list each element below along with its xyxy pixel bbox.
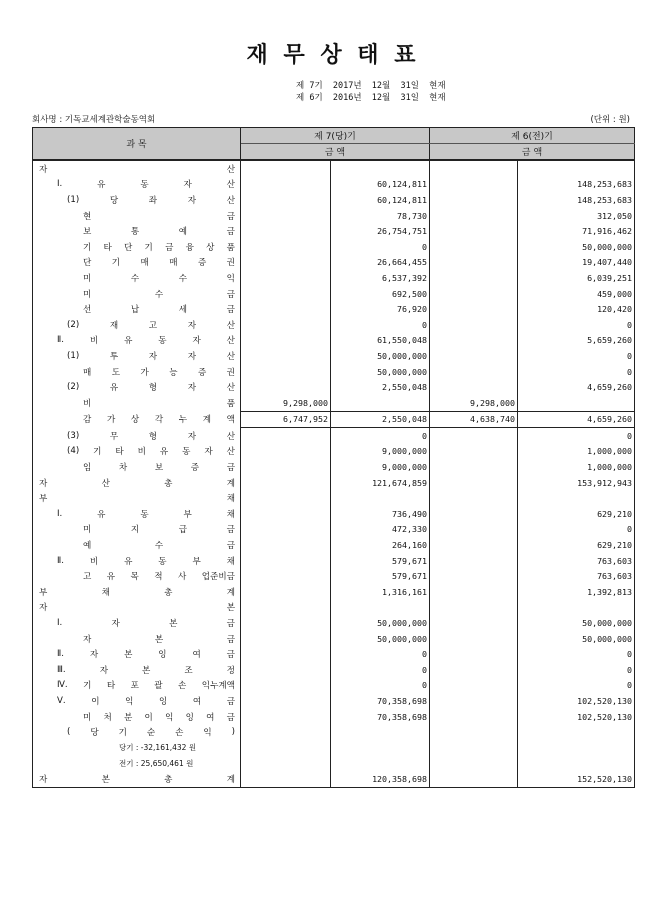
current-amount: 121,674,859	[331, 475, 430, 491]
table-row	[33, 522, 635, 538]
current-sub-amount	[241, 678, 331, 694]
table-row	[33, 537, 635, 553]
net-income-current-note: 당기 : -32,161,432 원	[33, 740, 241, 756]
current-amount: 692,500	[331, 286, 430, 302]
row-label: (4) 기 타 비 유 동 자 산	[33, 444, 241, 460]
prior-sub-amount	[430, 615, 518, 631]
company-name: 회사명 : 기독교세계관학술동역회	[32, 115, 156, 125]
prior-amount: 102,520,130	[518, 709, 635, 725]
table-row	[33, 364, 635, 380]
current-sub-amount	[241, 255, 331, 271]
table-row	[33, 395, 635, 411]
current-amount: 50,000,000	[331, 615, 430, 631]
table-row	[33, 223, 635, 239]
prior-sub-amount	[430, 177, 518, 193]
row-label: 선 납 세 금	[33, 301, 241, 317]
current-amount: 579,671	[331, 568, 430, 584]
table-row	[33, 615, 635, 631]
currency-unit: (단위 : 원)	[590, 115, 630, 125]
row-label: 보 통 예 금	[33, 223, 241, 239]
table-row	[33, 208, 635, 224]
prior-amount: 0	[518, 662, 635, 678]
header-subject: 과 목	[33, 128, 241, 161]
prior-sub-amount	[430, 317, 518, 333]
total-row	[33, 771, 635, 787]
prior-amount: 6,039,251	[518, 270, 635, 286]
current-amount	[331, 740, 430, 756]
statement-rows	[33, 160, 635, 787]
header-current-period: 제 7(당)기	[241, 128, 430, 144]
prior-sub-amount	[430, 270, 518, 286]
prior-sub-amount	[430, 286, 518, 302]
prior-sub-amount	[430, 537, 518, 553]
prior-sub-amount	[430, 192, 518, 208]
current-sub-amount	[241, 348, 331, 364]
current-sub-amount	[241, 270, 331, 286]
row-label: Ⅴ. 이 익 잉 여 금	[33, 693, 241, 709]
table-row	[33, 348, 635, 364]
prior-amount: 0	[518, 317, 635, 333]
current-sub-amount	[241, 646, 331, 662]
header-amount-prior: 금 액	[430, 144, 635, 161]
prior-amount: 1,000,000	[518, 444, 635, 460]
current-sub-amount	[241, 631, 331, 647]
table-row	[33, 740, 635, 756]
prior-amount: 0	[518, 428, 635, 444]
prior-amount: 0	[518, 348, 635, 364]
prior-sub-amount	[430, 600, 518, 616]
prior-amount: 459,000	[518, 286, 635, 302]
row-label: 미 수 금	[33, 286, 241, 302]
prior-sub-amount	[430, 301, 518, 317]
current-amount: 0	[331, 662, 430, 678]
net-income-prior-note: 전기 : 25,650,461 원	[33, 756, 241, 772]
table-row	[33, 568, 635, 584]
prior-amount: 0	[518, 646, 635, 662]
prior-amount: 50,000,000	[518, 631, 635, 647]
row-label: (3) 무 형 자 산	[33, 428, 241, 444]
header-amount-current: 금 액	[241, 144, 430, 161]
prior-sub-amount	[430, 239, 518, 255]
prior-sub-amount	[430, 428, 518, 444]
table-row	[33, 411, 635, 428]
header-prior-period: 제 6(전)기	[430, 128, 635, 144]
prior-sub-amount	[430, 444, 518, 460]
row-label: Ⅰ. 자 본 금	[33, 615, 241, 631]
prior-sub-amount	[430, 522, 518, 538]
row-label: Ⅱ. 자 본 잉 여 금	[33, 646, 241, 662]
current-amount: 61,550,048	[331, 333, 430, 349]
total-current-amount: 120,358,698	[331, 771, 430, 787]
current-sub-amount	[241, 223, 331, 239]
prior-sub-amount	[430, 348, 518, 364]
current-sub-amount	[241, 239, 331, 255]
current-amount: 50,000,000	[331, 364, 430, 380]
prior-amount: 71,916,462	[518, 223, 635, 239]
prior-sub-amount	[430, 693, 518, 709]
prior-amount: 148,253,683	[518, 192, 635, 208]
current-sub-amount	[241, 756, 331, 772]
prior-sub-amount	[430, 553, 518, 569]
prior-sub-amount	[430, 160, 518, 177]
table-row	[33, 444, 635, 460]
prior-amount: 19,407,440	[518, 255, 635, 271]
table-row	[33, 724, 635, 740]
current-sub-amount	[241, 584, 331, 600]
current-amount: 0	[331, 678, 430, 694]
current-amount: 264,160	[331, 537, 430, 553]
current-amount	[331, 490, 430, 506]
row-label: 자 본 금	[33, 631, 241, 647]
prior-amount: 0	[518, 522, 635, 538]
current-amount: 472,330	[331, 522, 430, 538]
row-label: 부 채 총 계	[33, 584, 241, 600]
current-sub-amount	[241, 475, 331, 491]
table-row	[33, 756, 635, 772]
prior-amount	[518, 756, 635, 772]
prior-sub-amount	[430, 506, 518, 522]
prior-sub-amount	[430, 584, 518, 600]
prior-amount: 629,210	[518, 537, 635, 553]
prior-sub-amount	[430, 223, 518, 239]
current-sub-amount	[241, 364, 331, 380]
row-label: 미 처 분 이 익 잉 여 금	[33, 709, 241, 725]
prior-sub-amount	[430, 740, 518, 756]
prior-amount: 5,659,260	[518, 333, 635, 349]
prior-amount: 763,603	[518, 568, 635, 584]
current-amount: 0	[331, 428, 430, 444]
current-amount: 6,537,392	[331, 270, 430, 286]
row-label: 자 산 총 계	[33, 475, 241, 491]
prior-sub-amount	[430, 459, 518, 475]
total-prior-amount: 152,520,130	[518, 771, 635, 787]
row-label: 미 수 수 익	[33, 270, 241, 286]
table-row	[33, 490, 635, 506]
current-sub-amount	[241, 208, 331, 224]
table-row	[33, 255, 635, 271]
table-row	[33, 693, 635, 709]
prior-amount: 102,520,130	[518, 693, 635, 709]
table-row	[33, 286, 635, 302]
prior-sub-amount: 4,638,740	[430, 411, 518, 428]
prior-sub-amount	[430, 208, 518, 224]
prior-amount: 763,603	[518, 553, 635, 569]
current-amount: 70,358,698	[331, 693, 430, 709]
current-sub-amount	[241, 709, 331, 725]
table-row	[33, 239, 635, 255]
row-label: 고 유 목 적 사 업준비금	[33, 568, 241, 584]
current-sub-amount	[241, 740, 331, 756]
current-amount: 76,920	[331, 301, 430, 317]
prior-amount: 153,912,943	[518, 475, 635, 491]
prior-sub-amount	[430, 568, 518, 584]
prior-amount	[518, 600, 635, 616]
prior-sub-amount	[430, 709, 518, 725]
current-sub-amount: 6,747,952	[241, 411, 331, 428]
prior-amount: 0	[518, 678, 635, 694]
row-label: Ⅱ. 비 유 동 부 채	[33, 553, 241, 569]
row-label: 임 차 보 증 금	[33, 459, 241, 475]
current-amount: 50,000,000	[331, 348, 430, 364]
prior-sub-amount	[430, 771, 518, 787]
current-sub-amount	[241, 160, 331, 177]
current-amount: 78,730	[331, 208, 430, 224]
row-label: 예 수 금	[33, 537, 241, 553]
prior-amount	[518, 395, 635, 411]
prior-sub-amount	[430, 490, 518, 506]
row-label: 감 가 상 각 누 계 액	[33, 411, 241, 428]
current-amount: 70,358,698	[331, 709, 430, 725]
prior-amount: 1,000,000	[518, 459, 635, 475]
table-row	[33, 160, 635, 177]
current-sub-amount	[241, 693, 331, 709]
prior-amount: 4,659,260	[518, 411, 635, 428]
statement-title: 재 무 상 태 표	[246, 43, 420, 68]
prior-sub-amount	[430, 646, 518, 662]
current-amount: 9,000,000	[331, 459, 430, 475]
current-amount: 26,754,751	[331, 223, 430, 239]
current-amount: 1,316,161	[331, 584, 430, 600]
row-label: Ⅳ. 기 타 포 괄 손 익누계액	[33, 678, 241, 694]
prior-sub-amount	[430, 662, 518, 678]
prior-sub-amount	[430, 475, 518, 491]
prior-sub-amount	[430, 756, 518, 772]
table-row	[33, 709, 635, 725]
current-sub-amount	[241, 379, 331, 395]
prior-amount: 50,000,000	[518, 615, 635, 631]
table-row	[33, 678, 635, 694]
prior-amount: 1,392,813	[518, 584, 635, 600]
table-row	[33, 631, 635, 647]
table-row	[33, 301, 635, 317]
prior-amount	[518, 740, 635, 756]
current-sub-amount	[241, 286, 331, 302]
prior-sub-amount	[430, 379, 518, 395]
current-sub-amount	[241, 317, 331, 333]
period-lines	[296, 80, 446, 104]
current-sub-amount	[241, 537, 331, 553]
table-row	[33, 506, 635, 522]
table-row	[33, 379, 635, 395]
current-amount: 0	[331, 646, 430, 662]
row-label: (2) 유 형 자 산	[33, 379, 241, 395]
row-label: Ⅱ. 비 유 동 자 산	[33, 333, 241, 349]
table-row	[33, 428, 635, 444]
prior-sub-amount	[430, 631, 518, 647]
prior-amount: 0	[518, 364, 635, 380]
prior-amount: 629,210	[518, 506, 635, 522]
current-amount: 736,490	[331, 506, 430, 522]
current-sub-amount	[241, 459, 331, 475]
row-label: Ⅰ. 유 동 자 산	[33, 177, 241, 193]
table-row	[33, 333, 635, 349]
prior-amount: 4,659,260	[518, 379, 635, 395]
current-sub-amount	[241, 490, 331, 506]
prior-amount	[518, 490, 635, 506]
current-amount: 50,000,000	[331, 631, 430, 647]
prior-amount: 120,420	[518, 301, 635, 317]
current-sub-amount	[241, 333, 331, 349]
current-sub-amount	[241, 192, 331, 208]
current-sub-amount	[241, 662, 331, 678]
current-sub-amount	[241, 553, 331, 569]
current-amount	[331, 756, 430, 772]
current-amount	[331, 395, 430, 411]
current-sub-amount	[241, 615, 331, 631]
current-sub-amount	[241, 600, 331, 616]
prior-sub-amount	[430, 364, 518, 380]
current-amount: 2,550,048	[331, 379, 430, 395]
table-row	[33, 270, 635, 286]
prior-amount: 50,000,000	[518, 239, 635, 255]
row-label: 기 타 단 기 금 융 상 품	[33, 239, 241, 255]
prior-amount	[518, 724, 635, 740]
row-label: 비 품	[33, 395, 241, 411]
row-label: Ⅲ. 자 본 조 정	[33, 662, 241, 678]
prior-sub-amount	[430, 724, 518, 740]
prior-amount: 312,050	[518, 208, 635, 224]
current-amount: 60,124,811	[331, 192, 430, 208]
prior-sub-amount	[430, 333, 518, 349]
current-sub-amount	[241, 506, 331, 522]
current-amount: 9,000,000	[331, 444, 430, 460]
current-sub-amount	[241, 428, 331, 444]
current-amount	[331, 724, 430, 740]
prior-sub-amount	[430, 255, 518, 271]
current-sub-amount	[241, 444, 331, 460]
prior-amount	[518, 160, 635, 177]
current-amount: 60,124,811	[331, 177, 430, 193]
prior-sub-amount: 9,298,000	[430, 395, 518, 411]
row-label: Ⅰ. 유 동 부 채	[33, 506, 241, 522]
current-amount	[331, 160, 430, 177]
row-label: (1) 당 좌 자 산	[33, 192, 241, 208]
current-sub-amount	[241, 568, 331, 584]
row-label: 부 채	[33, 490, 241, 506]
prior-amount: 148,253,683	[518, 177, 635, 193]
current-sub-amount	[241, 522, 331, 538]
current-sub-amount	[241, 177, 331, 193]
row-label: ( 당 기 순 손 익 )	[33, 724, 241, 740]
row-label: 미 지 급 금	[33, 522, 241, 538]
table-row	[33, 475, 635, 491]
row-label: 현 금	[33, 208, 241, 224]
table-row	[33, 584, 635, 600]
row-label: 매 도 가 능 증 권	[33, 364, 241, 380]
current-amount: 579,671	[331, 553, 430, 569]
table-row	[33, 646, 635, 662]
row-label: 자 본	[33, 600, 241, 616]
table-row	[33, 553, 635, 569]
current-amount: 2,550,048	[331, 411, 430, 428]
table-row	[33, 192, 635, 208]
current-amount: 0	[331, 317, 430, 333]
table-row	[33, 662, 635, 678]
row-label: 자 본 총 계	[33, 771, 241, 787]
balance-sheet-table	[32, 127, 635, 788]
row-label: (1) 투 자 자 산	[33, 348, 241, 364]
row-label: 자 산	[33, 160, 241, 177]
table-row	[33, 600, 635, 616]
prior-sub-amount	[430, 678, 518, 694]
current-sub-amount	[241, 771, 331, 787]
current-amount: 26,664,455	[331, 255, 430, 271]
current-sub-amount	[241, 301, 331, 317]
row-label: 단 기 매 매 증 권	[33, 255, 241, 271]
table-row	[33, 317, 635, 333]
current-sub-amount: 9,298,000	[241, 395, 331, 411]
current-sub-amount	[241, 724, 331, 740]
table-row	[33, 177, 635, 193]
table-row	[33, 459, 635, 475]
row-label: (2) 재 고 자 산	[33, 317, 241, 333]
current-amount: 0	[331, 239, 430, 255]
period-current-line: 제 7기 2017년 12월 31일 현재	[296, 81, 446, 91]
current-amount	[331, 600, 430, 616]
period-prior-line: 제 6기 2016년 12월 31일 현재	[296, 93, 446, 103]
